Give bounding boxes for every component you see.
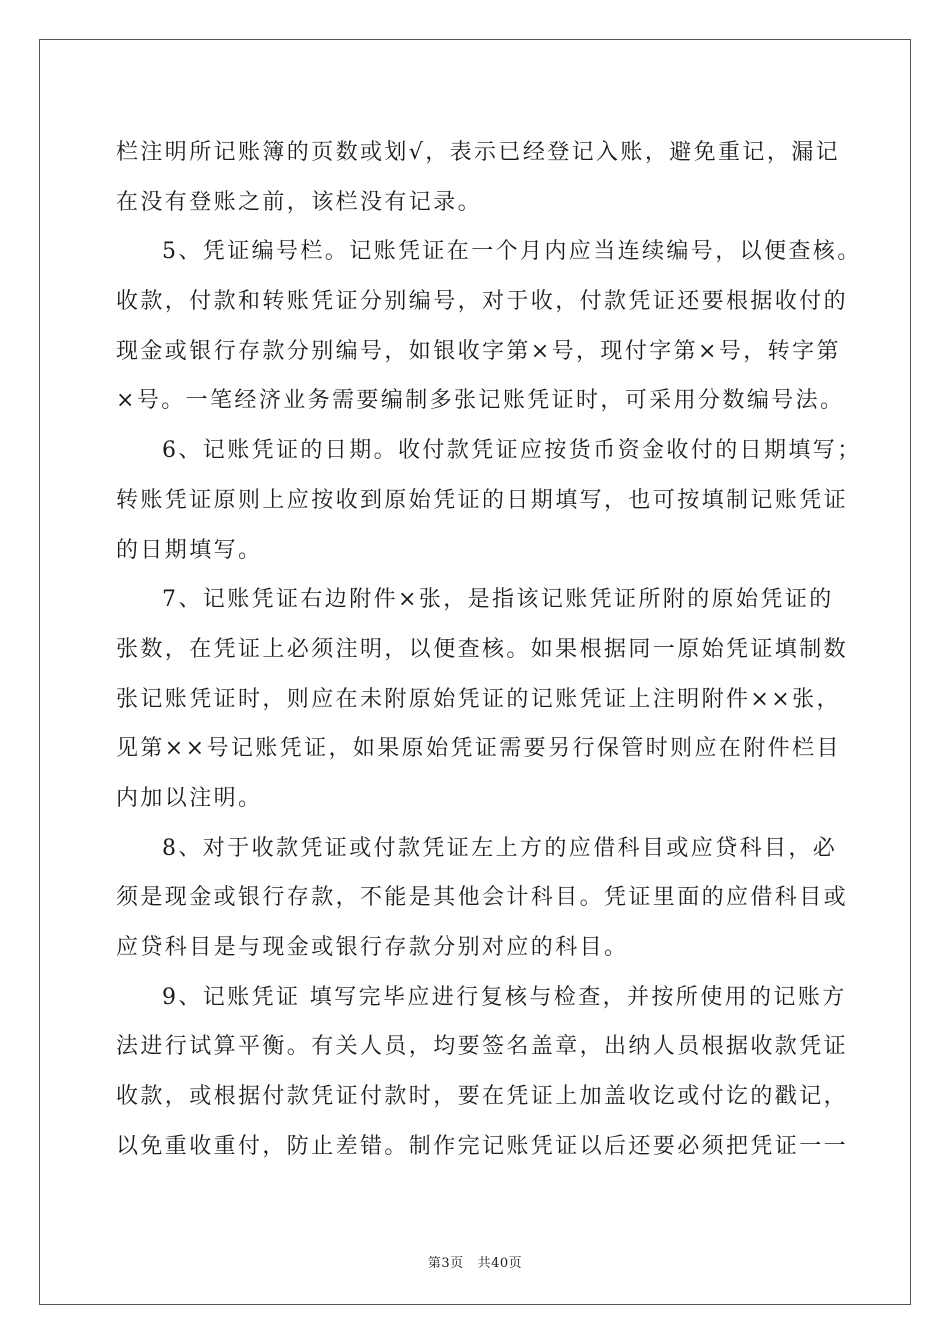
page-number: 第3页 — [427, 1256, 464, 1271]
text-line: 张记账凭证时，则应在未附原始凭证的记账凭证上注明附件××张， — [116, 686, 841, 712]
paragraph-start: 6、记账凭证的日期。收付款凭证应按货币资金收付的日期填写； — [162, 438, 862, 464]
text-line: 内加以注明。 — [116, 785, 263, 811]
text-line: 栏注明所记账簿的页数或划√，表示已经登记入账，避免重记，漏记 — [116, 140, 841, 165]
text-line: 收款，或根据付款凭证付款时，要在凭证上加盖收讫或付讫的戳记， — [116, 1084, 849, 1110]
text-line: 的日期填写。 — [116, 537, 263, 563]
text-line: 收款，付款和转账凭证分别编号，对于收，付款凭证还要根据收付的 — [116, 289, 849, 315]
text-line: 张数，在凭证上必须注明，以便查核。如果根据同一原始凭证填制数 — [116, 636, 849, 662]
page-total: 共40页 — [477, 1256, 523, 1271]
paragraph-start: 9、记账凭证 填写完毕应进行复核与检查，并按所使用的记账方 — [162, 984, 847, 1010]
text-line: 转账凭证原则上应按收到原始凭证的日期填写，也可按填制记账凭证 — [116, 487, 849, 513]
text-line: 见第××号记账凭证，如果原始凭证需要另行保管时则应在附件栏目 — [116, 736, 841, 762]
text-line: 应贷科目是与现金或银行存款分别对应的科目。 — [116, 935, 629, 960]
paragraph-start: 8、对于收款凭证或付款凭证左上方的应借科目或应贷科目，必 — [162, 835, 838, 861]
paragraph-start: 5、凭证编号栏。记账凭证在一个月内应当连续编号，以便查核。 — [162, 239, 862, 265]
text-line: 现金或银行存款分别编号，如银收字第×号，现付字第×号，转字第 — [116, 338, 841, 364]
text-line: ×号。一笔经济业务需要编制多张记账凭证时，可采用分数编号法。 — [116, 388, 845, 414]
document-body — [116, 128, 862, 1171]
text-line: 须是现金或银行存款，不能是其他会计科目。凭证里面的应借科目或 — [116, 885, 849, 911]
text-line: 以免重收重付，防止差错。制作完记账凭证以后还要必须把凭证一一 — [116, 1133, 849, 1159]
page-footer — [0, 1252, 950, 1271]
text-line: 在没有登账之前，该栏没有记录。 — [116, 189, 483, 215]
text-line: 法进行试算平衡。有关人员，均要签名盖章，出纳人员根据收款凭证 — [116, 1034, 849, 1060]
paragraph-start: 7、记账凭证右边附件×张，是指该记账凭证所附的原始凭证的 — [162, 587, 834, 613]
